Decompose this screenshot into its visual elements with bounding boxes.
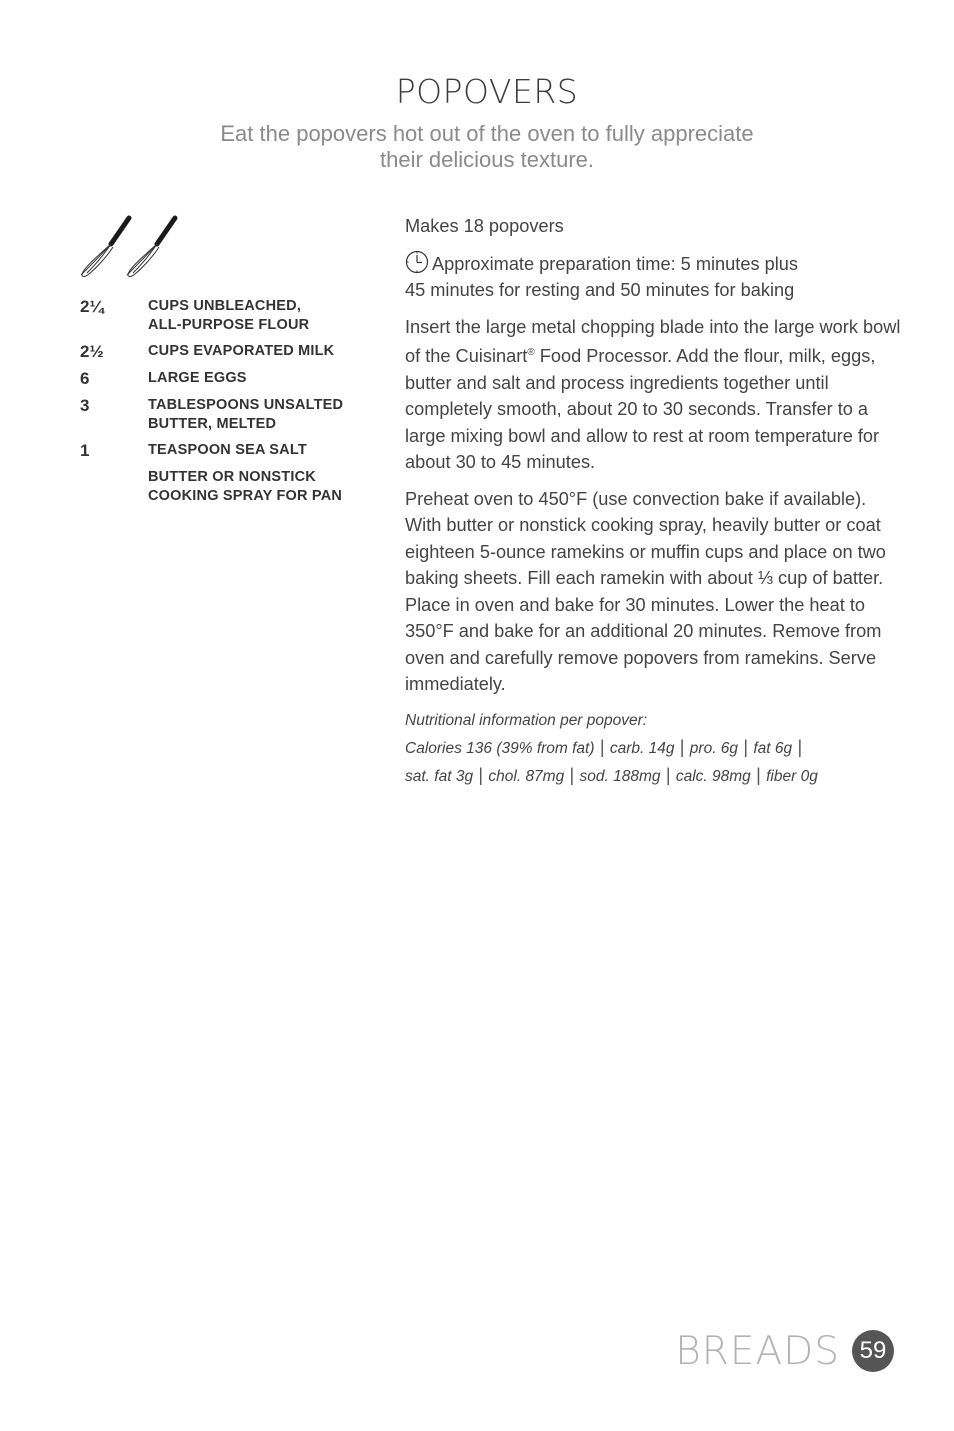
nutrition-value: pro. 6g xyxy=(689,739,739,757)
ingredient-item xyxy=(80,441,360,461)
prep-time-line2: 45 minutes for resting and 50 minutes for baking xyxy=(405,280,795,300)
ingredient-name xyxy=(148,396,343,434)
step-2: Preheat oven to 450°F (use convection bake if available). With butter or nonstick cooking spray, heavily butter or coat eighteen 5-ounce ramekins or muffin cups and place on two baking sheets. Fill each ramekin with about ⅓ cup of batter. Place in oven and bake for 30 minutes. Lower the heat to 350°F and bake for an additional 20 minutes. Remove from oven and carefully remove popovers from ramekins. Serve immediately. xyxy=(405,488,886,695)
ingredient-name-line: TABLESPOONS UNSALTED xyxy=(148,397,344,413)
clock-icon xyxy=(405,250,429,274)
ingredient-name-line: BUTTER, MELTED xyxy=(148,416,277,432)
ingredient-name-line: BUTTER OR NONSTICK xyxy=(148,469,316,485)
ingredient-item xyxy=(80,369,360,389)
nutrition-value: carb. 14g xyxy=(609,739,675,757)
nutrition-value: calc. 98mg xyxy=(675,767,751,785)
ingredient-name xyxy=(148,441,307,461)
ingredient-name xyxy=(148,369,247,389)
subtitle-line: their delicious texture. xyxy=(380,147,594,172)
page-number-badge: 59 xyxy=(852,1330,894,1372)
ingredient-quantity: 3 xyxy=(80,396,90,415)
ingredient-name xyxy=(148,342,334,362)
prep-time-line1: Approximate preparation time: 5 minutes plus xyxy=(432,253,798,274)
ingredient-name xyxy=(148,468,342,506)
step-1-text: Insert the large metal chopping blade into the large work bowl of the Cuisinart xyxy=(405,316,901,367)
nutrition-value: sod. 188mg xyxy=(579,767,661,785)
ingredient-name-line: CUPS UNBLEACHED, xyxy=(148,298,302,314)
nutrition-line: Calories 136 (39% from fat) | carb. 14g | pro. 6g | fat 6g | xyxy=(405,736,803,757)
ingredient-name-line: TEASPOON SEA SALT xyxy=(148,442,307,458)
ingredient-name xyxy=(148,297,309,335)
ingredient-name-line: LARGE EGGS xyxy=(148,370,247,386)
ingredient-item xyxy=(80,297,360,335)
yield-text: Makes 18 popovers xyxy=(405,216,564,236)
step-1-text: Food Processor. Add the flour, milk, eggs, butter and salt and process ingredients together until completely smooth, about 20 to 30 seconds. Transfer to a large mixing bowl and allow to rest at room temperature for about 30 to 45 minutes. xyxy=(405,346,880,473)
ingredient-item xyxy=(80,342,360,362)
ingredient-item xyxy=(80,468,360,506)
step-1 xyxy=(405,314,905,476)
ingredient-quantity: 2¼ xyxy=(80,297,104,316)
ingredient-list xyxy=(80,297,360,513)
registered-mark: ® xyxy=(527,347,535,358)
whisk-icon xyxy=(127,218,175,276)
page-title: POPOVERS xyxy=(395,72,579,111)
difficulty-whisks xyxy=(76,214,186,280)
nutrition-line: sat. fat 3g | chol. 87mg | sod. 188mg | calc. 98mg | fiber 0g xyxy=(405,764,818,785)
section-name: BREADS xyxy=(675,1328,840,1374)
ingredient-name-line: COOKING SPRAY FOR PAN xyxy=(148,488,343,504)
whisk-icon xyxy=(81,218,129,276)
ingredient-item xyxy=(80,396,360,434)
nutrition-value: sat. fat 3g xyxy=(405,767,474,785)
nutrition-value: chol. 87mg xyxy=(488,767,565,785)
recipe-subtitle xyxy=(160,121,814,173)
ingredient-name-line: ALL-PURPOSE FLOUR xyxy=(148,317,310,333)
ingredient-quantity xyxy=(80,468,148,506)
nutrition-value: fiber 0g xyxy=(766,767,818,785)
ingredient-quantity: 6 xyxy=(80,369,90,388)
ingredient-quantity: 1 xyxy=(80,441,90,460)
ingredient-quantity: 2½ xyxy=(80,342,104,361)
ingredient-name-line: CUPS EVAPORATED MILK xyxy=(148,343,335,359)
recipe-body xyxy=(405,213,905,790)
subtitle-line: Eat the popovers hot out of the oven to fully appreciate xyxy=(220,121,754,146)
nutrition-value: fat 6g xyxy=(753,739,793,757)
nutrition-value: Calories 136 (39% from fat) xyxy=(405,739,595,757)
nutrition-label: Nutritional information per popover: xyxy=(405,711,648,729)
prep-time xyxy=(405,250,905,304)
nutrition-info xyxy=(405,708,905,790)
page-footer xyxy=(675,1328,894,1374)
